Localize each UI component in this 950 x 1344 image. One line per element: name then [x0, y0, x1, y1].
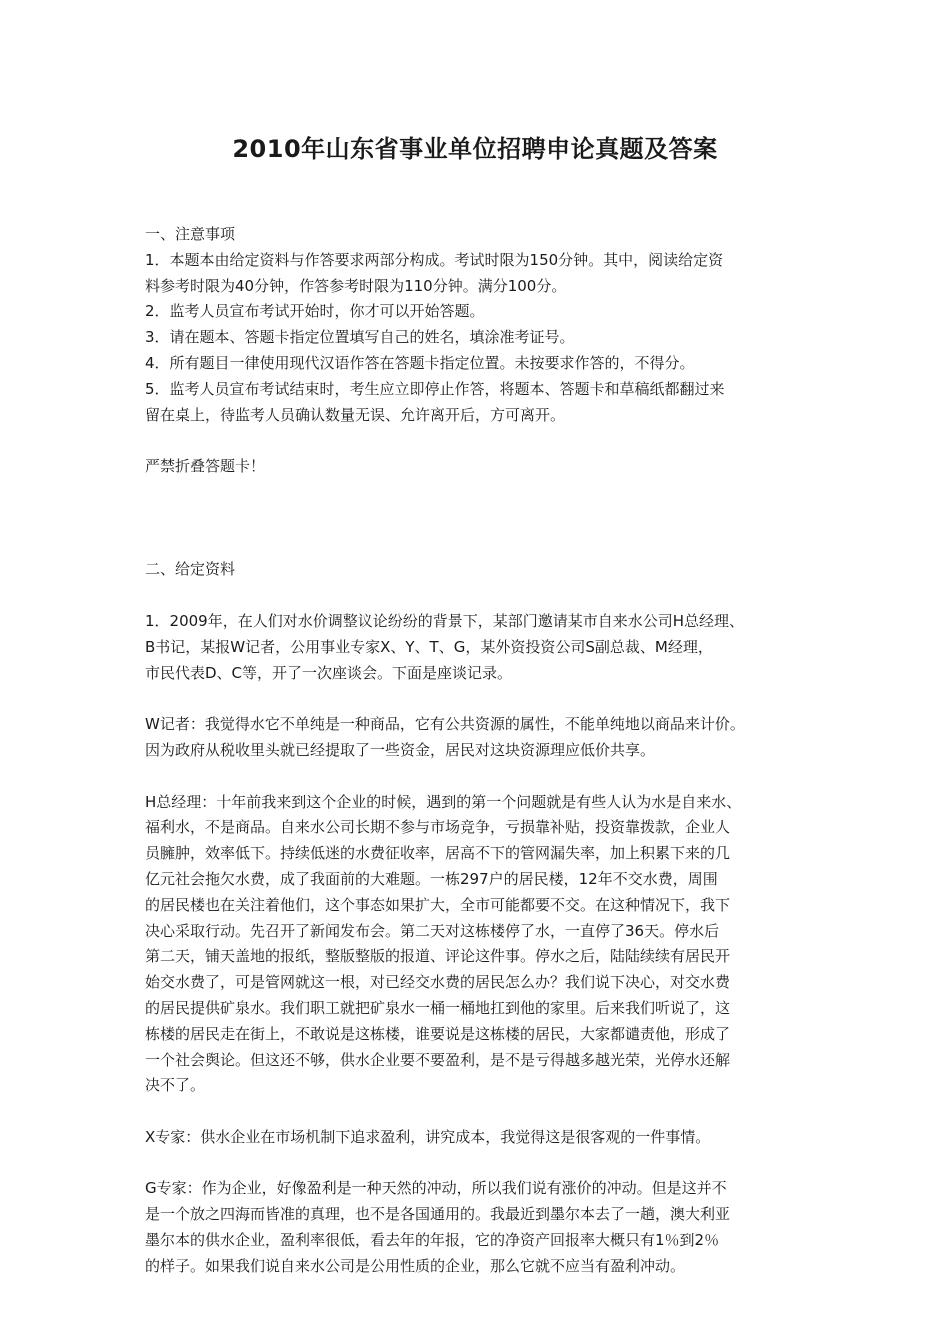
paragraph-line: 栋楼的居民走在街上，不敢说是这栋楼，谁要说是这栋楼的居民，大家都谴责他，形成了: [145, 1024, 731, 1043]
paragraph-line: W记者：我觉得水它不单纯是一种商品，它有公共资源的属性，不能单纯地以商品来计价。: [145, 715, 745, 734]
notice-line: 料参考时限为40分钟，作答参考时限为110分钟。满分100分。: [145, 276, 567, 295]
paragraph-line: 的居民提供矿泉水。我们职工就把矿泉水一桶一桶地扛到他的家里。后来我们听说了，这: [145, 998, 731, 1017]
notice-line: 3．请在题本、答题卡指定位置填写自己的姓名，填涂准考证号。: [145, 328, 575, 347]
notice-heading: 一、注意事项: [145, 225, 236, 243]
paragraph-line: 决心采取行动。先召开了新闻发布会。第二天对这栋楼停了水，一直停了36天。停水后: [145, 921, 720, 940]
notice-line: 5．监考人员宣布考试结束时，考生应立即停止作答，将题本、答题卡和草稿纸都翻过来: [145, 379, 725, 398]
paragraph-line: G专家：作为企业，好像盈利是一种天然的冲动，所以我们说有涨价的冲动。但是这并不: [145, 1179, 727, 1198]
paragraph-line: 第二天，铺天盖地的报纸，整版整版的报道、评论这件事。停水之后，陆陆续续有居民开: [145, 947, 731, 966]
paragraph-line: 的居民楼也在关注着他们，这个事态如果扩大，全市可能都要不交。在这种情况下，我下: [145, 895, 731, 914]
document-title: 2010年山东省事业单位招聘申论真题及答案: [232, 135, 718, 163]
notice-line: 4．所有题目一律使用现代汉语作答在答题卡指定位置。未按要求作答的，不得分。: [145, 353, 695, 372]
notice-warning: 严禁折叠答题卡！: [145, 457, 266, 476]
paragraph-line: X专家：供水企业在市场机制下追求盈利，讲究成本，我觉得这是很客观的一件事情。: [145, 1127, 711, 1146]
notice-line: 1．本题本由给定资料与作答要求两部分构成。考试时限为150分钟。其中，阅读给定资: [145, 250, 724, 269]
paragraph-h-manager: [145, 790, 825, 1100]
paragraph-intro: [145, 609, 825, 686]
paragraph-line: 员臃肿，效率低下。持续低迷的水费征收率，居高不下的管网漏失率，加上积累下来的几: [145, 844, 731, 863]
paragraph-line: 1．2009年，在人们对水价调整议论纷纷的背景下，某部门邀请某市自来水公司H总经理、: [145, 611, 745, 630]
paragraph-line: 福利水，不是商品。自来水公司长期不参与市场竞争，亏损靠补贴，投资靠拨款，企业人: [145, 818, 731, 837]
notice-line: 2．监考人员宣布考试开始时，你才可以开始答题。: [145, 302, 485, 321]
paragraph-line: 的样子。如果我们说自来水公司是公用性质的企业，那么它就不应当有盈利冲动。: [145, 1256, 686, 1275]
paragraph-line: H总经理：十年前我来到这个企业的时候，遇到的第一个问题就是有些人认为水是自来水、: [145, 792, 742, 811]
paragraph-g-expert: [145, 1176, 825, 1279]
paragraph-line: 亿元社会拖欠水费，成了我面前的大难题。一栋297户的居民楼，12年不交水费，周围: [145, 869, 718, 888]
paragraph-x-expert: [145, 1125, 825, 1151]
paragraph-w-reporter: [145, 712, 825, 764]
paragraph-line: 是一个放之四海而皆准的真理，也不是各国通用的。我最近到墨尔本去了一趟，澳大利亚: [145, 1205, 731, 1224]
paragraph-line: 因为政府从税收里头就已经提取了一些资金，居民对这块资源理应低价共享。: [145, 740, 656, 759]
notice-list: [145, 248, 825, 429]
paragraph-line: 市民代表D、C等，开了一次座谈会。下面是座谈记录。: [145, 663, 513, 682]
document-body: [145, 222, 825, 1280]
paragraph-line: 决不了。: [145, 1076, 206, 1095]
paragraph-line: 一个社会舆论。但这还不够，供水企业要不要盈利，是不是亏得越多越光荣，光停水还解: [145, 1050, 731, 1069]
paragraph-line: B书记，某报W记者，公用事业专家X、Y、T、G，某外资投资公司S副总裁、M经理，: [145, 637, 713, 656]
materials-heading: 二、给定资料: [145, 560, 236, 579]
paragraph-line: 墨尔本的供水企业，盈利率很低，看去年的年报，它的净资产回报率大概只有1％到2％: [145, 1231, 720, 1250]
notice-line: 留在桌上，待监考人员确认数量无误、允许离开后，方可离开。: [145, 405, 566, 424]
paragraph-line: 始交水费了，可是管网就这一根，对已经交水费的居民怎么办？我们说下决心，对交水费: [145, 973, 731, 992]
